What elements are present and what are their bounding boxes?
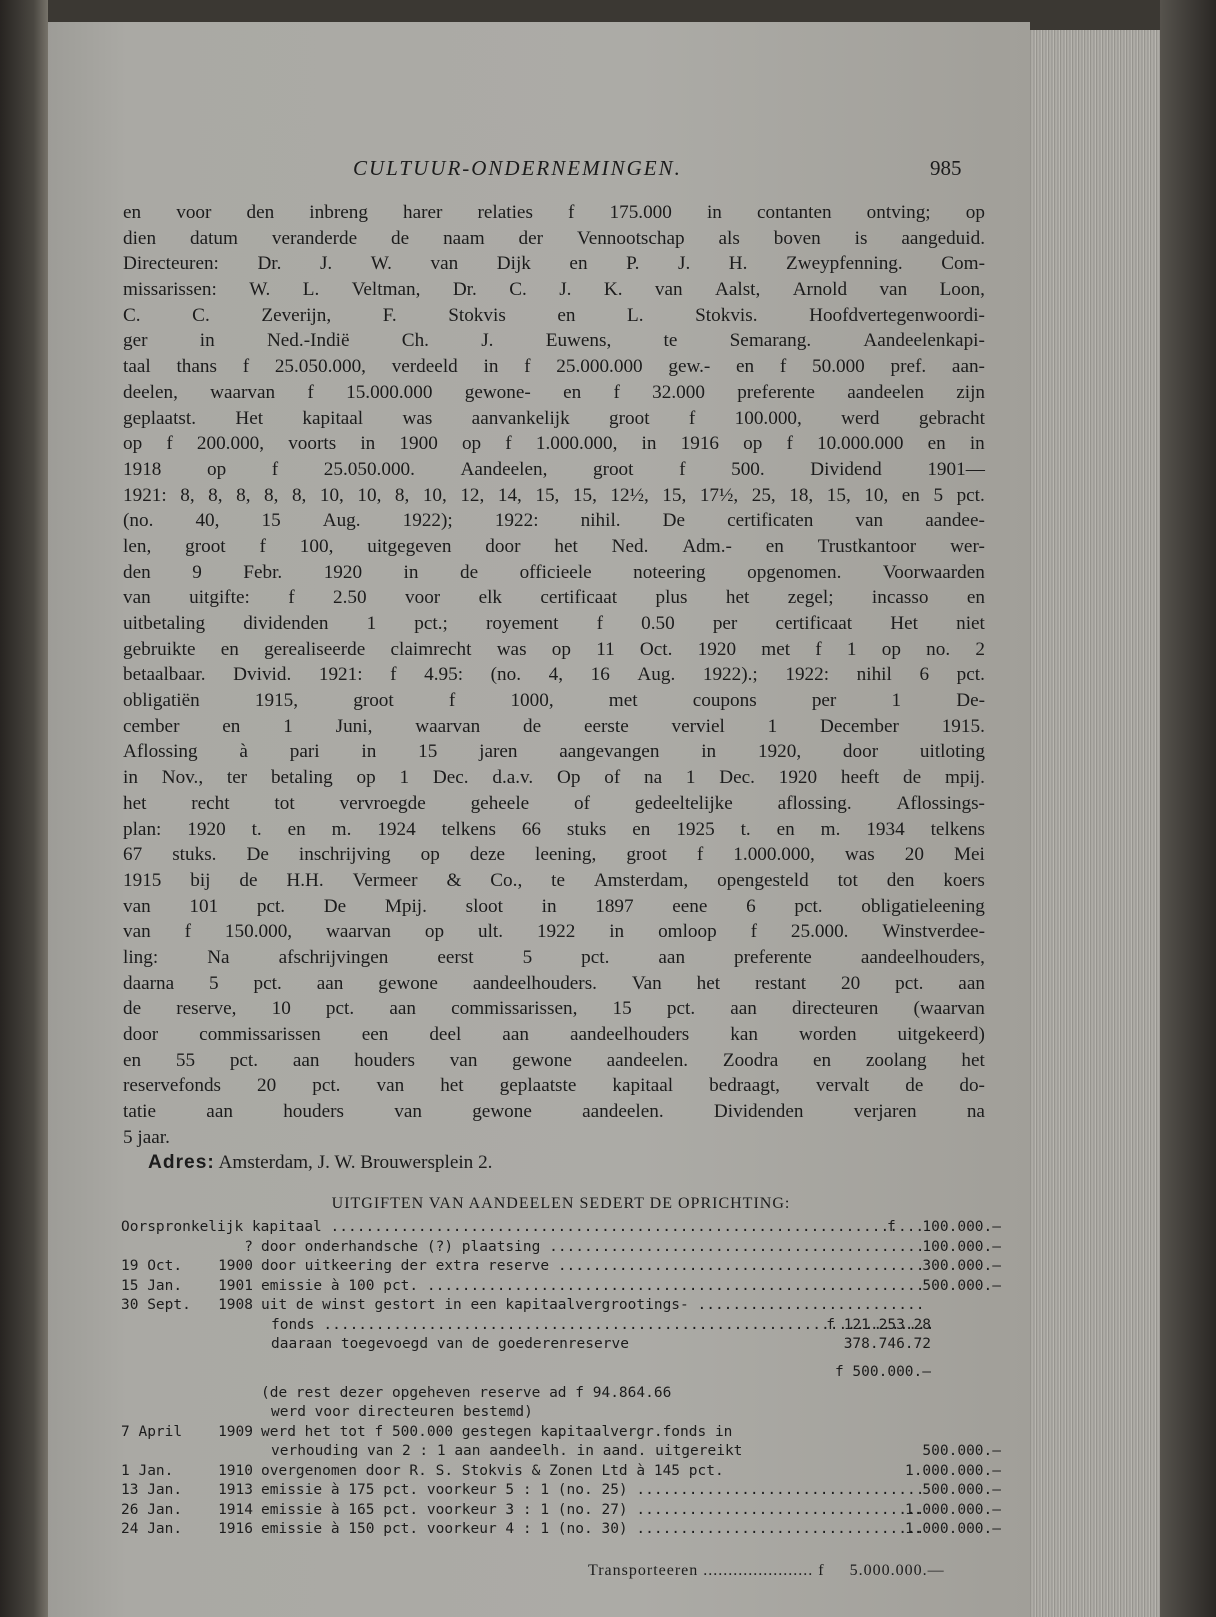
text-line: van 101 pct. De Mpij. sloot in 1897 eene 6 pct. obligatieleening <box>123 895 985 917</box>
row-year: 1914 <box>218 1501 253 1518</box>
table-row <box>121 1336 1001 1356</box>
table-row <box>121 1424 1001 1444</box>
share-issue-table <box>121 1195 1001 1541</box>
text-line: gebruikte en gerealiseerde claimrecht was op 11 Oct. 1920 met f 1 op no. 2 <box>123 638 985 660</box>
row-description: emissie à 150 pct. voorkeur 4 : 1 (no. 30) ..... <box>261 1521 921 1537</box>
text-line: Aflossing à pari in 15 jaren aangevangen in 1920, door uitloting <box>123 741 985 763</box>
text-line: 1918 op f 25.050.000. Aandeelen, groot f 500. Dividend 1901— <box>123 458 985 480</box>
table-row <box>121 1317 1001 1337</box>
row-year: 1909 <box>218 1423 253 1440</box>
text-line: dien datum veranderde de naam der Vennootschap als boven is aangeduid. <box>123 227 985 249</box>
text-line: deelen, waarvan f 15.000.000 gewone- en f 32.000 preferente aandeelen zijn <box>123 381 985 403</box>
row-description: werd het tot f 500.000 gestegen kapitaalvergr.fonds in <box>261 1423 733 1440</box>
table-row <box>121 1278 1001 1298</box>
text-line: geplaatst. Het kapitaal was aanvankelijk groot f 100.000, werd gebracht <box>123 407 985 429</box>
table-row <box>121 1404 1001 1424</box>
text-line: 1921: 8, 8, 8, 8, 8, 10, 10, 8, 10, 12, 14, 15, 15, 12½, 15, 17½, 25, 18, 15, 10, en 5 pct. <box>123 484 985 506</box>
table-row <box>121 1297 1001 1317</box>
text-line: 67 stuks. De inschrijving op deze leening, groot f 1.000.000, was 20 Mei <box>123 844 985 866</box>
transport-line <box>588 1562 945 1580</box>
address-line <box>123 1150 985 1176</box>
text-line: ling: Na afschrijvingen eerst 5 pct. aan preferente aandeelhouders, <box>123 946 985 968</box>
row-amount: 500.000.— <box>922 1443 1001 1459</box>
text-line: van uitgifte: f 2.50 voor elk certificaat plus het zegel; incasso en <box>123 587 985 609</box>
table-rows <box>121 1219 1001 1541</box>
text-line: uitbetaling dividenden 1 pct.; royement f 0.50 per certificaat Het niet <box>123 613 985 634</box>
row-description: emissie à 165 pct. voorkeur 3 : 1 (no. 27) ..... <box>261 1502 921 1518</box>
row-description: uit de winst gestort in een kapitaalvergrootings- ..... <box>261 1297 921 1313</box>
row-amount: 500.000.— <box>922 1277 1001 1294</box>
text-line: tatie aan houders van gewone aandeelen. Dividenden verjaren na <box>123 1101 985 1123</box>
text-line: den 9 Febr. 1920 in de officieele noteering opgenomen. Voorwaarden <box>123 561 985 583</box>
text-line: plan: 1920 t. en m. 1924 telkens 66 stuks en 1925 t. en m. 1934 telkens <box>123 818 985 840</box>
row-description: (de rest dezer opgeheven reserve ad f 94.864.66 <box>261 1384 672 1401</box>
text-line: ger in Ned.-Indië Ch. J. Euwens, te Semarang. Aandeelenkapi- <box>123 330 985 352</box>
transport-dots: ...................... <box>703 1562 819 1579</box>
row-amount: 100.000.— <box>922 1238 1001 1255</box>
row-year: 1901 <box>218 1277 253 1294</box>
book-cover-right <box>1160 0 1216 1617</box>
row-amount: 1.000.000.— <box>904 1501 1001 1518</box>
text-line: van f 150.000, waarvan op ult. 1922 in omloop f 25.000. Winstverdee- <box>123 921 985 943</box>
running-title: CULTUUR-ONDERNEMINGEN. <box>353 156 682 180</box>
text-line: betaalbaar. Dvivid. 1921: f 4.95: (no. 4, 16 Aug. 1922).; 1922: nihil 6 pct. <box>123 664 985 686</box>
row-date: 7 April <box>121 1423 183 1440</box>
table-title: UITGIFTEN VAN AANDEELEN SEDERT DE OPRICHTING: <box>331 1195 791 1212</box>
table-row <box>121 1239 1001 1259</box>
text-line: len, groot f 100, uitgegeven door het Ned. Adm.- en Trustkantoor wer- <box>123 535 985 557</box>
row-date: 19 Oct. <box>121 1258 183 1274</box>
row-subtotal: f 121.253.28 <box>826 1316 931 1333</box>
row-year: 1916 <box>218 1521 253 1537</box>
table-row <box>121 1356 1001 1385</box>
row-subtotal: f 500.000.— <box>834 1363 931 1380</box>
body-text <box>123 200 985 1176</box>
row-date: 13 Jan. <box>121 1482 183 1498</box>
text-line: taal thans f 25.050.000, verdeeld in f 25.000.000 gew.- en f 50.000 pref. aan- <box>123 356 985 378</box>
row-description: verhouding van 2 : 1 aan aandeelh. in aand. uitgereikt <box>271 1443 743 1459</box>
row-description: fonds ..... <box>261 1317 931 1333</box>
text-line: obligatiën 1915, groot f 1000, met coupons per 1 De- <box>123 690 985 712</box>
text-line: in Nov., ter betaling op 1 Dec. d.a.v. Op of na 1 Dec. 1920 heeft de mpij. <box>123 767 985 789</box>
page-number: 985 <box>930 156 962 180</box>
transport-amount: 5.000.000.— <box>849 1562 945 1579</box>
table-row <box>121 1219 1001 1239</box>
table-row <box>121 1463 1001 1483</box>
row-date: 24 Jan. <box>121 1521 183 1537</box>
text-line: en voor den inbreng harer relaties f 175.000 in contanten ontving; op <box>123 202 985 223</box>
table-row <box>121 1258 1001 1278</box>
address-label: Adres: <box>148 1152 215 1174</box>
transport-currency: f <box>818 1562 825 1579</box>
row-description: door uitkeering der extra reserve ..... <box>261 1258 921 1274</box>
row-date: 26 Jan. <box>121 1501 183 1518</box>
text-line: het recht tot vervroegde geheele of gedeeltelijke aflossing. Aflossings- <box>123 792 985 814</box>
text-line: door commissarissen een deel aan aandeelhouders kan worden uitgekeerd) <box>123 1024 985 1045</box>
row-year: 1913 <box>218 1482 253 1498</box>
row-year: 1910 <box>218 1462 253 1479</box>
row-description: Oorspronkelijk kapitaal ..... <box>121 1219 921 1235</box>
row-amount: 1.000.000.— <box>904 1462 1001 1479</box>
text-line: en 55 pct. aan houders van gewone aandeelen. Zoodra en zoolang het <box>123 1049 985 1071</box>
row-currency: f <box>887 1219 896 1235</box>
table-row <box>121 1385 1001 1405</box>
row-subtotal: 378.746.72 <box>843 1336 931 1352</box>
row-description: daaraan toegevoegd van de goederenreserve <box>271 1336 629 1352</box>
text-line: (no. 40, 15 Aug. 1922); 1922: nihil. De certificaten van aandee- <box>123 510 985 532</box>
text-line: 1915 bij de H.H. Vermeer & Co., te Amsterdam, opengesteld tot den koers <box>123 869 985 891</box>
text-line: 5 jaar. <box>123 1126 170 1148</box>
text-line: daarna 5 pct. aan gewone aandeelhouders. Van het restant 20 pct. aan <box>123 972 985 994</box>
row-year: 1900 <box>218 1258 253 1274</box>
text-line: C. C. Zeverijn, F. Stokvis en L. Stokvis. Hoofdvertegenwoordi- <box>123 304 985 326</box>
book-page <box>48 22 1030 1617</box>
transport-label: Transporteeren <box>588 1562 699 1579</box>
text-line: missarissen: W. L. Veltman, Dr. C. J. K. van Aalst, Arnold van Loon, <box>123 279 985 301</box>
text-line: de reserve, 10 pct. aan commissarissen, 15 pct. aan directeuren (waarvan <box>123 998 985 1020</box>
text-line: op f 200.000, voorts in 1900 op f 1.000.000, in 1916 op f 10.000.000 en in <box>123 433 985 455</box>
address-text: Amsterdam, J. W. Brouwersplein 2. <box>218 1152 493 1174</box>
table-row <box>121 1443 1001 1463</box>
row-date: 30 Sept. <box>121 1297 191 1313</box>
row-year: ? <box>244 1238 253 1255</box>
row-description: door onderhandsche (?) plaatsing ..... <box>261 1239 921 1255</box>
row-amount: 300.000.— <box>922 1258 1001 1274</box>
row-amount: 500.000.— <box>922 1482 1001 1498</box>
table-row <box>121 1482 1001 1502</box>
book-binding-left <box>0 0 48 1617</box>
page-edges <box>1030 30 1160 1617</box>
row-description: overgenomen door R. S. Stokvis & Zonen Ltd à 145 pct. <box>261 1462 724 1479</box>
row-description: emissie à 100 pct. ..... <box>261 1278 921 1294</box>
row-amount: 1.000.000.— <box>904 1521 1001 1537</box>
table-row <box>121 1521 1001 1541</box>
table-row <box>121 1502 1001 1522</box>
text-line: cember en 1 Juni, waarvan de eerste verviel 1 December 1915. <box>123 715 985 737</box>
row-date: 15 Jan. <box>121 1277 183 1294</box>
text-line: Directeuren: Dr. J. W. van Dijk en P. J. H. Zweypfenning. Com- <box>123 253 985 275</box>
text-line: reservefonds 20 pct. van het geplaatste kapitaal bedraagt, vervalt de do- <box>123 1075 985 1097</box>
row-description: werd voor directeuren bestemd) <box>271 1404 533 1420</box>
row-year: 1908 <box>218 1297 253 1313</box>
row-date: 1 Jan. <box>121 1462 174 1479</box>
row-description: emissie à 175 pct. voorkeur 5 : 1 (no. 25) ..... <box>261 1482 921 1498</box>
row-amount: 100.000.— <box>922 1219 1001 1235</box>
running-head <box>48 156 1030 186</box>
